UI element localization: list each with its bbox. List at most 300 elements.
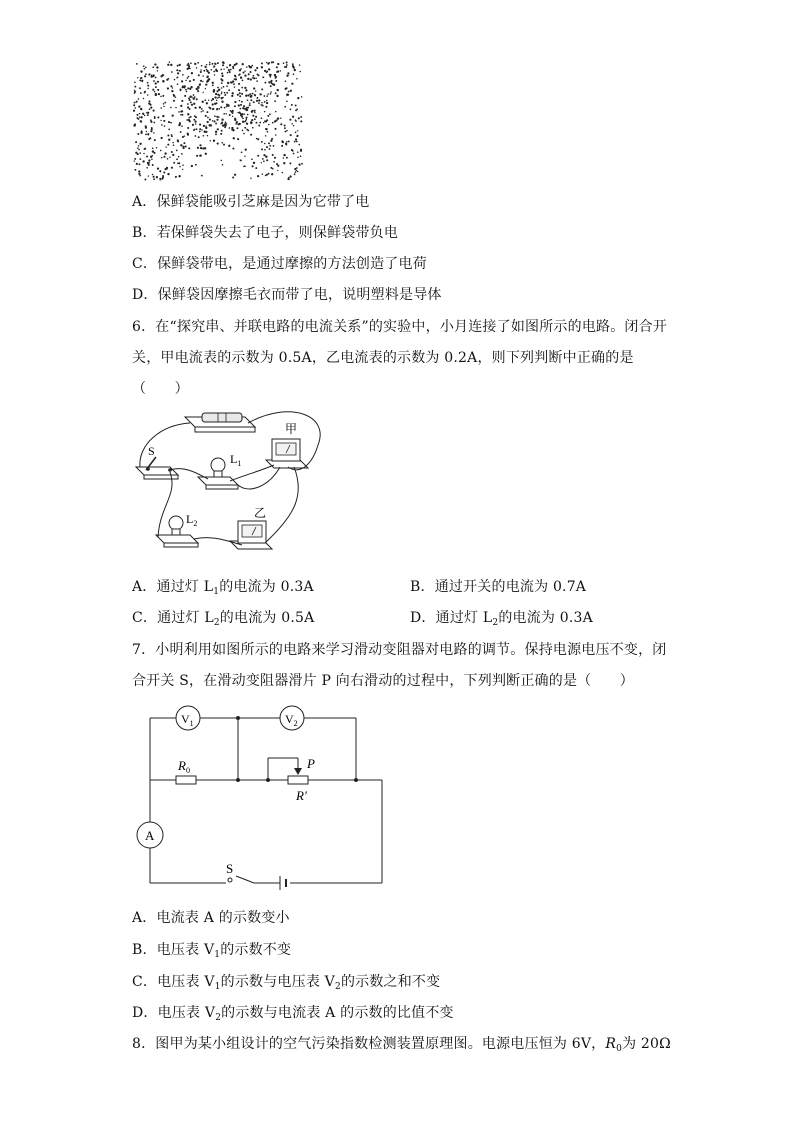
sesame-dot [254, 69, 256, 71]
sesame-dot [188, 119, 190, 121]
sesame-dot [144, 179, 146, 181]
sesame-dot [228, 69, 230, 71]
sesame-dot [270, 91, 272, 93]
sesame-dot [224, 94, 226, 96]
sesame-dot [152, 66, 154, 68]
sesame-dot [166, 168, 168, 170]
sesame-dot [298, 163, 300, 165]
sesame-dot [296, 167, 298, 169]
sesame-dot [172, 114, 174, 116]
q7-stem-line1: 7．小明利用如图所示的电路来学习滑动变阻器对电路的调节。保持电源电压不变，闭 [132, 642, 667, 658]
sesame-dot [283, 162, 285, 164]
q7-option-c: C．电压表 $V_1$的示数与电压表 $V_2$的示数之和不变 [132, 974, 441, 992]
sesame-dot [283, 154, 285, 156]
sesame-dot [297, 130, 298, 131]
sesame-dot [270, 140, 272, 142]
sesame-dot [255, 78, 257, 80]
sesame-dot [183, 147, 185, 149]
q5-option-d: D．保鲜袋因摩擦毛衣而带了电，说明塑料是导体 [132, 287, 442, 303]
sesame-dot [261, 162, 262, 163]
sesame-dot [144, 115, 145, 116]
sesame-dot [221, 93, 222, 94]
sesame-dot [176, 69, 178, 71]
sesame-dot [135, 152, 137, 154]
switch-icon [136, 457, 178, 479]
sesame-dot [256, 122, 258, 124]
sesame-dot [213, 66, 215, 68]
sesame-dot [261, 63, 263, 65]
sesame-dot [244, 70, 245, 71]
sesame-dot [198, 136, 200, 138]
sesame-dot [221, 101, 223, 103]
sesame-dot [206, 64, 207, 65]
sesame-dot [222, 61, 224, 63]
sesame-dot [205, 115, 207, 117]
sesame-dot [297, 156, 299, 158]
sesame-dot [250, 78, 252, 80]
sesame-dot [253, 101, 255, 103]
sesame-dot [261, 102, 262, 103]
sesame-dot [244, 155, 245, 156]
sesame-dot [191, 96, 192, 97]
sesame-dot [301, 96, 303, 98]
sesame-dot [217, 97, 219, 99]
v2-label: $V_2$ [285, 712, 298, 728]
sesame-dot [242, 121, 244, 123]
sesame-dot [205, 131, 207, 133]
sesame-dot [274, 120, 276, 122]
sesame-dot [153, 132, 155, 134]
sesame-dot [239, 73, 241, 75]
q6-stem-line1: 6．在“探究串、并联电路的电流关系”的实验中，小月连接了如图所示的电路。闭合开 [132, 319, 668, 335]
sesame-dot [218, 96, 220, 98]
sesame-dot [251, 111, 253, 113]
sesame-dot [139, 143, 141, 145]
sesame-dot [272, 122, 274, 124]
sesame-dot [252, 165, 254, 167]
sesame-dot [169, 157, 170, 158]
sesame-dot [147, 114, 149, 116]
sesame-dot [296, 141, 298, 143]
sesame-dot [205, 127, 207, 129]
sesame-dot [221, 97, 223, 99]
sesame-dot [198, 74, 200, 76]
sesame-dot [257, 175, 259, 177]
sesame-dot [272, 154, 274, 156]
sesame-dot [195, 123, 197, 125]
sesame-dot [156, 147, 158, 149]
sesame-dot [229, 114, 231, 116]
sesame-dot [243, 72, 245, 74]
sesame-dot [286, 144, 288, 146]
sesame-dot [271, 173, 273, 175]
sesame-dot [150, 104, 152, 106]
sesame-dot [254, 94, 256, 96]
sesame-dot [139, 158, 141, 160]
sesame-dot [276, 95, 278, 97]
sesame-dot [154, 63, 156, 65]
sesame-dot [206, 111, 208, 113]
sesame-dot [250, 134, 252, 136]
sesame-dot [253, 75, 255, 77]
sesame-dot [238, 83, 240, 85]
sesame-dot [275, 134, 277, 136]
sesame-dot [188, 147, 190, 149]
sesame-dot [155, 77, 157, 79]
sesame-dot [142, 113, 144, 115]
sesame-dot [222, 124, 224, 126]
sesame-dot [202, 92, 203, 93]
sesame-dot [232, 112, 234, 114]
sesame-dot [222, 75, 224, 77]
sesame-dot [214, 96, 216, 98]
sesame-dot [218, 89, 220, 91]
sesame-dot [261, 148, 263, 150]
sesame-dot [275, 80, 277, 82]
sesame-dot [202, 110, 204, 112]
sesame-dot [173, 162, 175, 164]
sesame-dot [205, 153, 207, 155]
q7-option-d: D．电压表 $V_2$的示数与电流表 A 的示数的比值不变 [132, 1005, 454, 1023]
sesame-dot [269, 76, 271, 78]
sesame-dot [202, 101, 204, 103]
sesame-dot [231, 95, 233, 97]
sesame-dot [200, 147, 202, 149]
sesame-dot [267, 63, 269, 65]
sesame-dot [160, 96, 162, 98]
q7-option-b: B．电压表 $V_1$的示数不变 [132, 942, 292, 960]
q7-option-a: A．电流表 A 的示数变小 [132, 910, 290, 926]
sesame-dot [157, 89, 159, 91]
sesame-dot [256, 80, 258, 82]
meter-jia-label: 甲 [285, 422, 298, 436]
sesame-dot [284, 66, 286, 68]
sesame-dot [137, 77, 138, 78]
sesame-dot [154, 117, 156, 119]
sesame-dot [152, 89, 154, 91]
sesame-dot [285, 131, 287, 133]
sesame-dot [241, 87, 243, 89]
voltmeter-v2-icon [280, 706, 304, 730]
sesame-dot [194, 120, 196, 122]
sesame-dot [232, 116, 233, 117]
sesame-dot [221, 130, 223, 132]
sesame-dot [250, 71, 252, 73]
sesame-dot [150, 107, 152, 109]
sesame-dot [212, 98, 214, 100]
sesame-dot [211, 69, 213, 71]
sesame-dot [241, 151, 243, 153]
sesame-dot [268, 81, 270, 83]
sesame-dot [262, 76, 264, 78]
sesame-dot [249, 104, 251, 106]
sesame-dot [300, 116, 302, 118]
sesame-dot [167, 173, 169, 175]
sesame-dot [180, 105, 182, 107]
sesame-dot [284, 127, 286, 129]
sesame-dot [164, 102, 166, 104]
sesame-dot [270, 85, 272, 87]
sesame-dot [299, 64, 300, 65]
sesame-dot [267, 131, 269, 133]
sesame-dot [167, 158, 169, 160]
sesame-dot [155, 93, 157, 95]
sesame-dot [222, 164, 224, 166]
sesame-dot [269, 113, 271, 115]
sesame-dot [245, 120, 247, 122]
sesame-dot [239, 69, 241, 71]
sesame-dot [214, 74, 215, 75]
sesame-dot [207, 135, 209, 137]
sesame-dot [234, 119, 236, 121]
sesame-dot [203, 70, 205, 72]
sesame-dot [143, 65, 145, 67]
q6-option-d: D．通过灯 $L_2$的电流为 0.3A [410, 610, 593, 628]
sesame-dot [205, 125, 207, 127]
sesame-dot [237, 94, 239, 96]
sesame-dot [225, 121, 227, 123]
sesame-dot [246, 129, 248, 131]
sesame-dot [163, 171, 165, 173]
sesame-dot [188, 63, 190, 65]
sesame-dot [228, 145, 230, 147]
sesame-dot [238, 111, 240, 113]
sesame-dot [192, 124, 194, 126]
sesame-dot [286, 101, 288, 103]
sesame-dot [261, 117, 263, 119]
sesame-dot [277, 70, 279, 72]
sesame-dot [259, 122, 261, 124]
sesame-dot [184, 95, 186, 97]
sesame-dot [193, 119, 195, 121]
sesame-dot [274, 128, 276, 130]
sesame-dot [264, 101, 266, 103]
sesame-dot [249, 66, 251, 68]
sesame-dot [174, 79, 176, 81]
sesame-dot [150, 121, 152, 123]
sesame-dot [265, 135, 266, 136]
sesame-dot [291, 83, 293, 85]
sesame-dot [173, 144, 175, 146]
p-label: P [307, 756, 315, 771]
sesame-dot [229, 64, 231, 66]
sesame-dot [277, 117, 279, 119]
sesame-dot [299, 71, 301, 73]
sesame-dot [199, 154, 201, 156]
sesame-dot [268, 142, 270, 144]
sesame-dot [138, 145, 139, 146]
sesame-dot [243, 166, 244, 167]
q6-option-c: C．通过灯 $L_2$的电流为 0.5A [132, 610, 315, 628]
sesame-dot [181, 100, 183, 102]
sesame-dot [151, 159, 153, 161]
sesame-dot [228, 127, 230, 129]
sesame-dot [153, 110, 155, 112]
sesame-dot [245, 117, 247, 119]
sesame-dot [214, 115, 216, 117]
sesame-dot [195, 135, 197, 137]
sesame-dot [287, 72, 289, 74]
sesame-dot [162, 176, 164, 178]
sesame-dot [264, 95, 266, 97]
sesame-dot [153, 176, 155, 178]
sesame-dot [259, 93, 261, 95]
sesame-dot [292, 116, 294, 118]
sesame-dot [242, 130, 244, 132]
sesame-dot [144, 68, 146, 70]
sesame-dot [180, 111, 182, 113]
sesame-dot [287, 75, 289, 77]
sesame-dot [246, 122, 248, 124]
sesame-dot [290, 90, 292, 92]
slider-arrow-icon [294, 768, 302, 775]
sesame-dot [245, 95, 247, 97]
sesame-dot [290, 134, 292, 136]
sesame-dot [167, 144, 169, 146]
sesame-dot [152, 150, 154, 152]
sesame-dot [163, 103, 165, 105]
sesame-dot [216, 108, 218, 110]
sesame-dot [134, 86, 136, 88]
sesame-dot [163, 120, 165, 122]
sesame-dot [209, 119, 211, 121]
sesame-dot [250, 99, 252, 101]
sesame-dot [257, 74, 259, 76]
sesame-dot [244, 127, 246, 129]
v1-label: $V_1$ [181, 712, 194, 728]
sesame-dot [242, 80, 244, 82]
sesame-dot [258, 99, 260, 101]
q5-option-c: C．保鲜袋带电，是通过摩擦的方法创造了电荷 [132, 256, 427, 272]
sesame-dot [204, 66, 206, 68]
sesame-dot [171, 167, 173, 169]
sesame-dot [244, 74, 246, 76]
sesame-dot [256, 100, 258, 102]
sesame-dot [217, 87, 219, 89]
sesame-dot [249, 93, 251, 95]
sesame-dot [298, 144, 300, 146]
sesame-dot [239, 159, 240, 160]
sesame-dot [196, 128, 198, 130]
sesame-dot [289, 162, 291, 164]
sesame-dot [182, 74, 184, 76]
sesame-dot [205, 83, 207, 85]
sesame-dot [293, 73, 295, 75]
sesame-dot [237, 127, 239, 129]
sesame-dot [138, 105, 140, 107]
sesame-dot [146, 167, 148, 169]
sesame-dot [185, 89, 187, 91]
sesame-dot [240, 76, 242, 78]
sesame-dot [144, 148, 146, 150]
sesame-dot [270, 167, 272, 169]
sesame-dot [212, 103, 214, 105]
sesame-dot [247, 107, 249, 109]
sesame-dot [162, 115, 164, 117]
sesame-dot [155, 86, 157, 88]
sesame-dot [196, 98, 198, 100]
sesame-dot [138, 173, 140, 175]
sesame-dot [178, 175, 180, 177]
sesame-dot [134, 81, 136, 83]
sesame-dot [269, 148, 271, 150]
sesame-dot [177, 83, 179, 85]
sesame-dot [167, 64, 169, 66]
sesame-dot [239, 95, 241, 97]
sesame-dot [170, 107, 172, 109]
sesame-dot [220, 123, 222, 125]
sesame-dot [207, 76, 208, 77]
sesame-dot [297, 97, 299, 99]
sesame-dot [266, 146, 268, 148]
sesame-dot [290, 109, 292, 111]
sesame-dot [175, 96, 177, 98]
sesame-dot [171, 71, 173, 73]
sesame-dot [156, 176, 158, 178]
sesame-dot [220, 69, 222, 71]
sesame-dot [291, 149, 293, 151]
sesame-dot [191, 165, 193, 167]
sesame-dot [199, 131, 201, 133]
sesame-dot [163, 156, 165, 158]
sesame-dot [183, 142, 185, 144]
sesame-dot [231, 127, 233, 129]
sesame-dot [212, 120, 213, 121]
sesame-dot [265, 128, 267, 130]
sesame-dot [284, 106, 286, 108]
sesame-dot [235, 123, 237, 125]
sesame-dot [187, 113, 189, 115]
sesame-dot [266, 100, 268, 102]
sesame-dot [181, 80, 183, 82]
sesame-dot [286, 61, 288, 63]
sesame-dot [186, 119, 188, 121]
q5-option-a: A．保鲜袋能吸引芝麻是因为它带了电 [132, 194, 370, 210]
sesame-dot [189, 88, 191, 90]
sesame-dot [194, 63, 196, 65]
sesame-dot [262, 173, 264, 175]
switch-s-label: S [226, 861, 234, 876]
sesame-dot [176, 158, 178, 160]
sesame-dot [143, 98, 144, 99]
sesame-dot [234, 105, 236, 107]
q6-stem-line2: 关，甲电流表的示数为 0.5A，乙电流表的示数为 0.2A，则下列判断中正确的是 [132, 350, 634, 366]
sesame-dot [172, 142, 173, 143]
sesame-dot [250, 177, 251, 178]
sesame-dot [164, 125, 166, 127]
sesame-dot [297, 135, 299, 137]
sesame-dot [137, 133, 139, 135]
lamp-l2-label: $L_2$ [186, 512, 198, 528]
sesame-dot [196, 67, 198, 69]
sesame-dot [220, 133, 222, 135]
sesame-dot [226, 67, 228, 69]
sesame-dot [152, 147, 154, 149]
sesame-dot [143, 160, 145, 162]
sesame-dot [149, 108, 151, 110]
sesame-dot [215, 133, 217, 135]
sesame-dot [215, 70, 217, 72]
sesame-dot [171, 151, 173, 153]
sesame-dot [138, 149, 140, 151]
sesame-dot [232, 147, 234, 149]
sesame-dot [288, 91, 289, 92]
sesame-dot [280, 123, 282, 125]
voltmeter-v1-icon [176, 706, 200, 730]
sesame-dot [274, 100, 276, 102]
sesame-dot [297, 151, 299, 153]
sesame-dot [208, 100, 209, 101]
